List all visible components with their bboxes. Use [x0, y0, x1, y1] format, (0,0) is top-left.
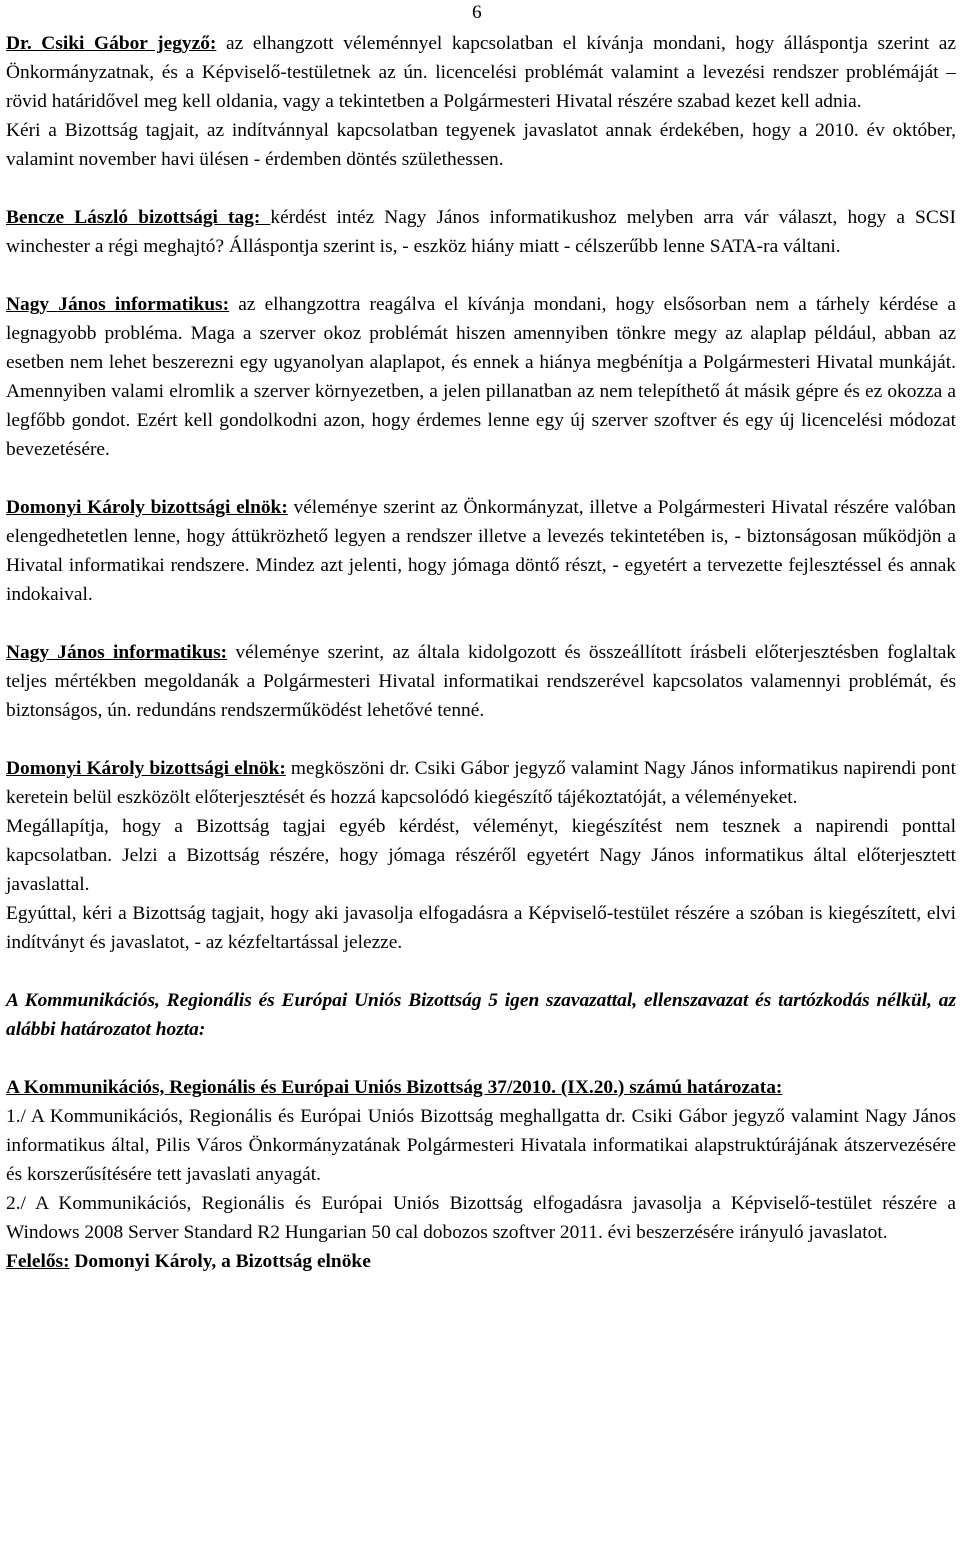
resolution-point-1: 1./ A Kommunikációs, Regionális és Európai Uniós Bizottság meghallgatta dr. Csiki Gábor jegyző valamint Nagy János informatikus által, Pilis Város Önkormányzatának Polgármesteri Hivatala informatikai alapstruktúrájának átszervezésére és korszerűsítésére tett javaslati anyagát. [6, 1106, 956, 1185]
speaker-name: Domonyi Károly bizottsági elnök: [6, 758, 286, 779]
paragraph-domonyi-thanks [6, 754, 956, 812]
paragraph-text: az elhangzottra reagálva el kívánja mondani, hogy elsősorban nem a tárhely kérdése a legnagyobb probléma. Maga a szerver okoz problémát hiszen amennyiben tönkre megy az alaplap például, abban az esetben nem lehet beszerezni egy ugyanolyan alaplapot, és ennek a hiánya megbénítja a Polgármesteri Hivatal munkáját. Amennyiben valami elromlik a szerver környezetben, a jelen pillanatban az nem telepíthető át másik gépre és ez okozza a legfőbb gondot. Ezért kell gondolkodni azon, hogy érdemes lenne egy új szerver szoftver és egy új licencelési módozat bevezetésére. [6, 294, 956, 460]
paragraph-text: véleménye szerint, az általa kidolgozott és összeállított írásbeli előterjesztésben foglaltak teljes mértékben megoldanák a Polgármesteri Hivatal informatikai rendszerével kapcsolatos valamennyi problémát, és biztonságos, ún. redundáns rendszerműködést lehetővé tenné. [6, 642, 957, 721]
paragraph-text: Kéri a Bizottság tagjait, az indítvánnyal kapcsolatban tegyenek javaslatot annak érdekében, hogy a 2010. év október, valamint november havi ülésen - érdemben döntés születhessen. [6, 120, 956, 170]
paragraph-domonyi-opinion [6, 493, 956, 609]
paragraph-nagy-response [6, 290, 956, 464]
responsible-line [6, 1247, 956, 1276]
resolution-point-2: 2./ A Kommunikációs, Regionális és Európai Uniós Bizottság elfogadásra javasolja a Képviselő-testület részére a Windows 2008 Server Standard R2 Hungarian 50 cal dobozos szoftver 2011. évi beszerzésére irányuló javaslatot. [6, 1193, 956, 1243]
paragraph-bencze-question [6, 203, 956, 261]
speaker-name: Domonyi Károly bizottsági elnök: [6, 497, 288, 518]
responsible-label: Felelős: [6, 1251, 70, 1272]
paragraph-text: kérdést intéz Nagy János informatikushoz melyben arra vár választ, hogy a SCSI winchester a régi meghajtó? Álláspontja szerint is, - eszköz hiány miatt - célszerűbb lenne SATA-ra váltani. [6, 207, 956, 257]
resolution-title: A Kommunikációs, Regionális és Európai Uniós Bizottság 37/2010. (IX.20.) számú határozata: [6, 1077, 783, 1098]
paragraph-nagy-opinion [6, 638, 956, 725]
paragraph-csiki-opinion [6, 29, 956, 116]
speaker-name: Bencze László bizottsági tag: [6, 207, 271, 228]
paragraph-text: Egyúttal, kéri a Bizottság tagjait, hogy aki javasolja elfogadásra a Képviselő-testület részére a szóban is kiegészített, elvi indítványt és javaslatot, - az kézfeltartással jelezze. [6, 903, 956, 953]
speaker-name: Nagy János informatikus: [6, 294, 230, 315]
paragraph-domonyi-call-to-vote [6, 899, 956, 957]
paragraph-csiki-request [6, 116, 956, 174]
document-page [6, 29, 956, 1276]
paragraph-text: Megállapítja, hogy a Bizottság tagjai egyéb kérdést, véleményt, kiegészítést nem tesznek a napirendi ponttal kapcsolatban. Jelzi a Bizottság részére, hogy jómaga részéről egyetért Nagy János informatikus által előterjesztett javaslattal. [6, 816, 956, 895]
paragraph-text: az elhangzott véleménnyel kapcsolatban el kívánja mondani, hogy álláspontja szerint az Önkormányzatnak, és a Képviselő-testületnek az ún. licencelési problémát valamint a levezési rendszer problémáját – rövid határidővel meg kell oldania, vagy a tekintetben a Polgármesteri Hivatal részére szabad kezet kell adnia. [6, 33, 956, 112]
paragraph-domonyi-statement [6, 812, 956, 899]
vote-statement: A Kommunikációs, Regionális és Európai Uniós Bizottság 5 igen szavazattal, ellenszavazat és tartózkodás nélkül, az alábbi határozatot hozta: [6, 990, 956, 1040]
page-number: 6 [472, 2, 482, 23]
speaker-name: Dr. Csiki Gábor jegyző: [6, 33, 217, 54]
responsible-value: Domonyi Károly, a Bizottság elnöke [69, 1251, 371, 1272]
paragraph-text: véleménye szerint az Önkormányzat, illetve a Polgármesteri Hivatal részére valóban elengedhetetlen lenne, hogy áttükrözhető legyen a rendszer illetve a levezés tekintetében is, - biztonságosan működjön a Hivatal informatikai rendszere. Mindez azt jelenti, hogy jómaga döntő részt, - egyetért a tervezette fejlesztéssel és annak indokaival. [6, 497, 956, 605]
speaker-name: Nagy János informatikus: [6, 642, 228, 663]
paragraph-text: megköszöni dr. Csiki Gábor jegyző valamint Nagy János informatikus napirendi pont keretein belül eszközölt előterjesztését és hozzá kapcsolódó kiegészítő tájékoztatóját, a véleményeket. [6, 758, 956, 808]
